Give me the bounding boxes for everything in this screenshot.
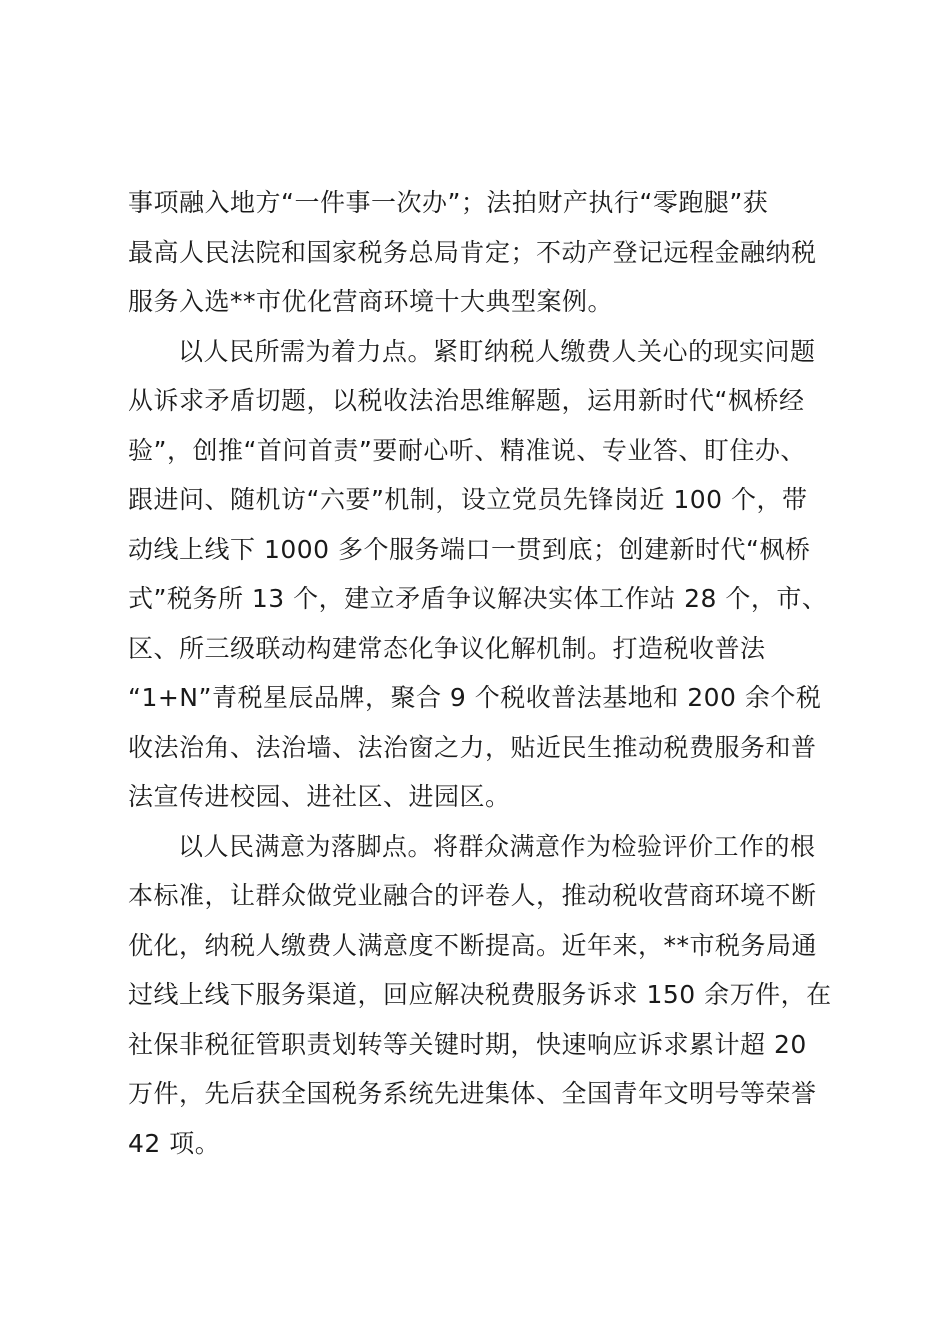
text-line: 动线上线下 1000 多个服务端口一贯到底；创建新时代“枫桥 bbox=[128, 534, 811, 564]
text-line: 法宣传进校园、进社区、进园区。 bbox=[128, 782, 511, 811]
text-line: 事项融入地方“一件事一次办”；法拍财产执行“零跑腿”获 bbox=[128, 188, 769, 217]
text-line: 验”，创推“首问首责”要耐心听、精准说、专业答、盯住办、 bbox=[128, 435, 806, 465]
text-line: 社保非税征管职责划转等关键时期，快速响应诉求累计超 20 bbox=[128, 1029, 807, 1059]
text-line: 以人民满意为落脚点。将群众满意作为检验评价工作的根 bbox=[178, 831, 816, 861]
text-line: 42 项。 bbox=[128, 1128, 221, 1158]
text-line: 以人民所需为着力点。紧盯纳税人缴费人关心的现实问题 bbox=[178, 336, 816, 366]
text-line: 万件，先后获全国税务系统先进集体、全国青年文明号等荣誉 bbox=[128, 1079, 817, 1108]
text-line: 优化，纳税人缴费人满意度不断提高。近年来，**市税务局通 bbox=[128, 930, 818, 960]
text-line: 收法治角、法治墙、法治窗之力，贴近民生推动税费服务和普 bbox=[128, 732, 817, 762]
text-line: 式”税务所 13 个，建立矛盾争议解决实体工作站 28 个，市、 bbox=[128, 584, 828, 613]
text-line: “1+N”青税星辰品牌，聚合 9 个税收普法基地和 200 余个税 bbox=[128, 683, 822, 712]
text-line: 从诉求矛盾切题，以税收法治思维解题，运用新时代“枫桥经 bbox=[128, 386, 805, 415]
text-line: 过线上线下服务渠道，回应解决税费服务诉求 150 余万件，在 bbox=[128, 980, 832, 1009]
text-line: 最高人民法院和国家税务总局肯定；不动产登记远程金融纳税 bbox=[128, 237, 817, 267]
text-line: 跟进问、随机访“六要”机制，设立党员先锋岗近 100 个，带 bbox=[128, 485, 808, 514]
text-line: 本标准，让群众做党业融合的评卷人，推动税收营商环境不断 bbox=[128, 881, 817, 910]
paragraph-1 bbox=[128, 178, 848, 1168]
text-line: 区、所三级联动构建常态化争议化解机制。打造税收普法 bbox=[128, 633, 766, 663]
text-line: 服务入选**市优化营商环境十大典型案例。 bbox=[128, 287, 614, 316]
